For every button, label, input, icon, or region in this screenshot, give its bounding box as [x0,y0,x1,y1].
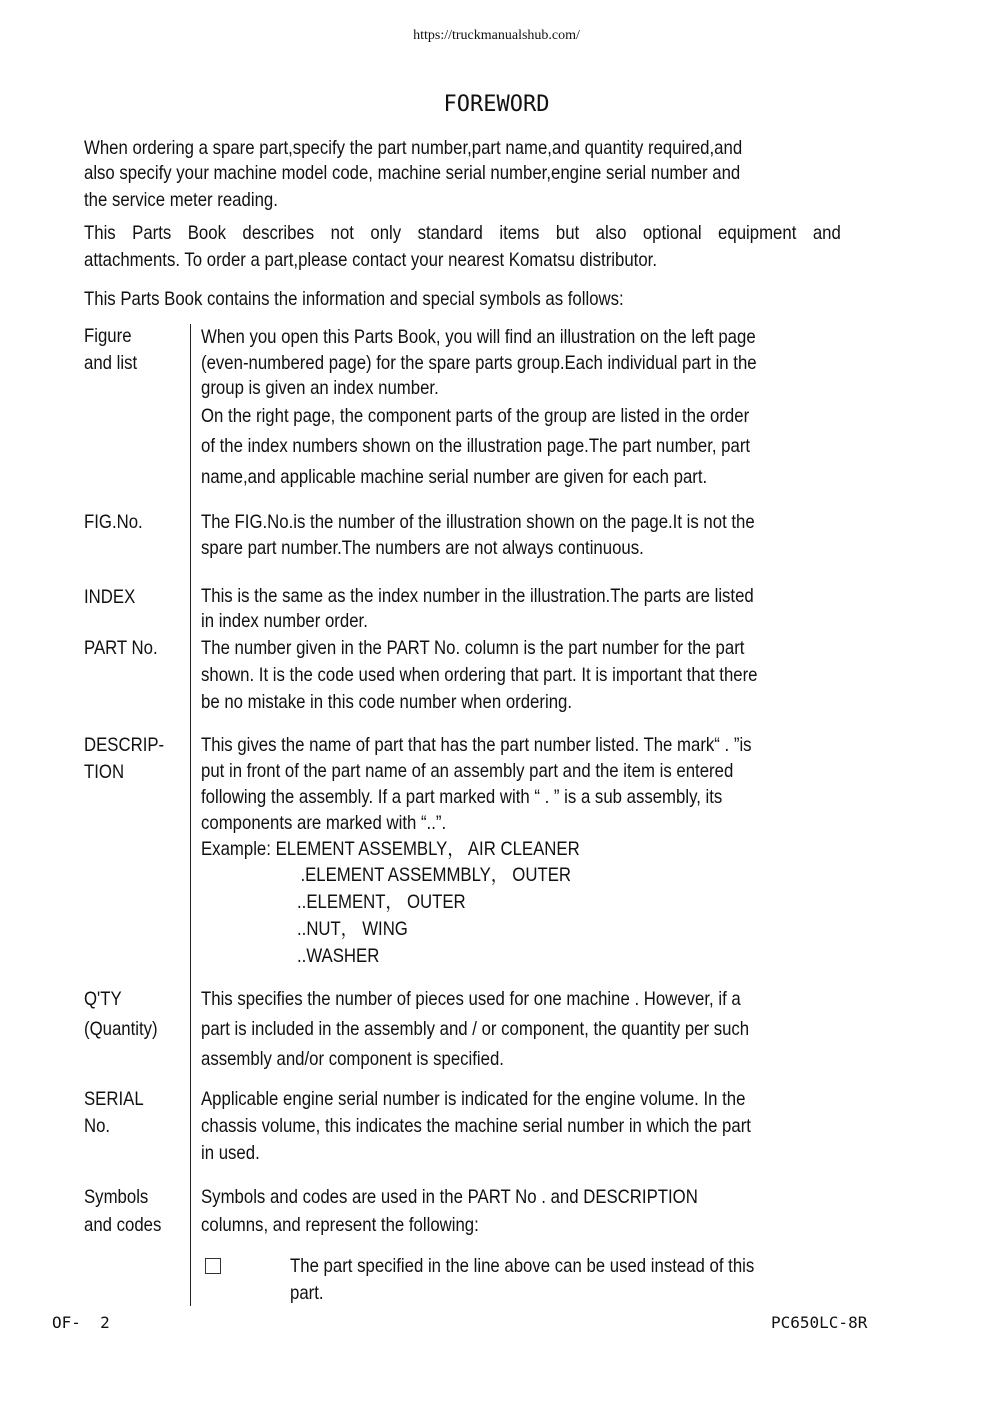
desc-serial [201,1086,751,1167]
text-line: This gives the name of part that has the part number listed. The mark“ . ”is [201,734,752,756]
page-number: OF- 2 [52,1313,110,1332]
text-line: components are marked with “..”. [201,812,447,834]
label-figure [84,323,137,377]
label-line: SERIAL [84,1088,144,1110]
white-square-icon [205,1258,221,1274]
text-line: This Parts Book describes not only standard items but also optional equipment and [84,222,841,244]
label-line: TION [84,761,125,783]
text-line: When ordering a spare part,specify the part number,part name,and quantity required,and [84,137,743,159]
symbol-description [290,1253,754,1307]
label-qty [84,984,158,1044]
desc-qty [201,984,749,1074]
label-line: and codes [84,1214,162,1236]
intro-paragraph-2 [84,221,841,273]
text-line: group is given an index number. [201,377,439,399]
label-line: DESCRIP- [84,734,165,756]
label-index [84,584,135,611]
model-code: PC650LC-8R [771,1313,868,1332]
text-line: spare part number.The numbers are not always continuous. [201,537,644,559]
label-line: INDEX [84,586,136,608]
desc-symbols [201,1183,698,1239]
label-line: (Quantity) [84,1018,158,1040]
column-divider [190,324,191,1306]
page-title: FOREWORD [443,92,550,117]
example-line: .ELEMENT ASSEMMBLY， OUTER [300,864,572,886]
text-line: columns, and represent the following: [201,1214,479,1236]
label-line: No. [84,1115,111,1137]
label-line: and list [84,352,138,374]
desc-description [201,732,752,862]
text-line: The part specified in the line above can be used instead of this [290,1255,755,1277]
example-line: ..WASHER [297,945,380,967]
label-partno [84,635,158,662]
label-line: FIG.No. [84,511,143,533]
text-line: Symbols and codes are used in the PART No . and DESCRIPTION [201,1186,698,1208]
label-description [84,732,164,786]
label-line: PART No. [84,637,158,659]
example-line: ..NUT， WING [297,918,408,940]
text-line: The FIG.No.is the number of the illustration shown on the page.It is not the [201,511,755,533]
text-line: shown. It is the code used when ordering that part. It is important that there [201,664,758,686]
label-serial [84,1086,144,1140]
text-line: Example: ELEMENT ASSEMBLY， AIR CLEANER [201,838,580,860]
desc-partno [201,635,758,716]
text-line: (even-numbered page) for the spare parts group.Each individual part in the [201,352,757,374]
text-line: attachments. To order a part,please contact your nearest Komatsu distributor. [84,249,657,271]
desc-index [201,584,754,634]
text-line: also specify your machine model code, machine serial number,engine serial number and [84,162,741,184]
label-symbols [84,1183,161,1239]
text-line: in index number order. [201,610,368,632]
label-figno [84,509,143,536]
intro-paragraph-3: This Parts Book contains the information and special symbols as follows: [84,288,624,310]
intro-paragraph-1 [84,136,742,213]
text-line: part. [290,1282,324,1304]
desc-figno [201,509,755,561]
text-line: chassis volume, this indicates the machine serial number in which the part [201,1115,751,1137]
text-line: This is the same as the index number in the illustration.The parts are listed [201,585,754,607]
label-line: Figure [84,325,132,347]
text-line: in used. [201,1142,260,1164]
text-line: When you open this Parts Book, you will find an illustration on the left page [201,326,756,348]
text-line: part is included in the assembly and / or component, the quantity per such [201,1018,750,1040]
text-line: This specifies the number of pieces used for one machine . However, if a [201,988,741,1010]
example-list [297,862,571,970]
label-line: Q'TY [84,988,122,1010]
text-line: assembly and/or component is specified. [201,1048,504,1070]
label-line: Symbols [84,1186,149,1208]
desc-figure [201,324,757,493]
text-line: following the assembly. If a part marked with “ . ” is a sub assembly, its [201,786,723,808]
example-line: ..ELEMENT， OUTER [297,891,466,913]
text-line: of the index numbers shown on the illustration page.The part number, part [201,435,751,457]
text-line: On the right page, the component parts of the group are listed in the order [201,405,750,427]
text-line: The number given in the PART No. column is the part number for the part [201,637,745,659]
text-line: Applicable engine serial number is indicated for the engine volume. In the [201,1088,746,1110]
source-url[interactable]: https://truckmanualshub.com/ [413,28,580,43]
text-line: put in front of the part name of an assembly part and the item is entered [201,760,734,782]
text-line: name,and applicable machine serial number are given for each part. [201,466,708,488]
text-line: be no mistake in this code number when ordering. [201,691,573,713]
text-line: the service meter reading. [84,189,278,211]
